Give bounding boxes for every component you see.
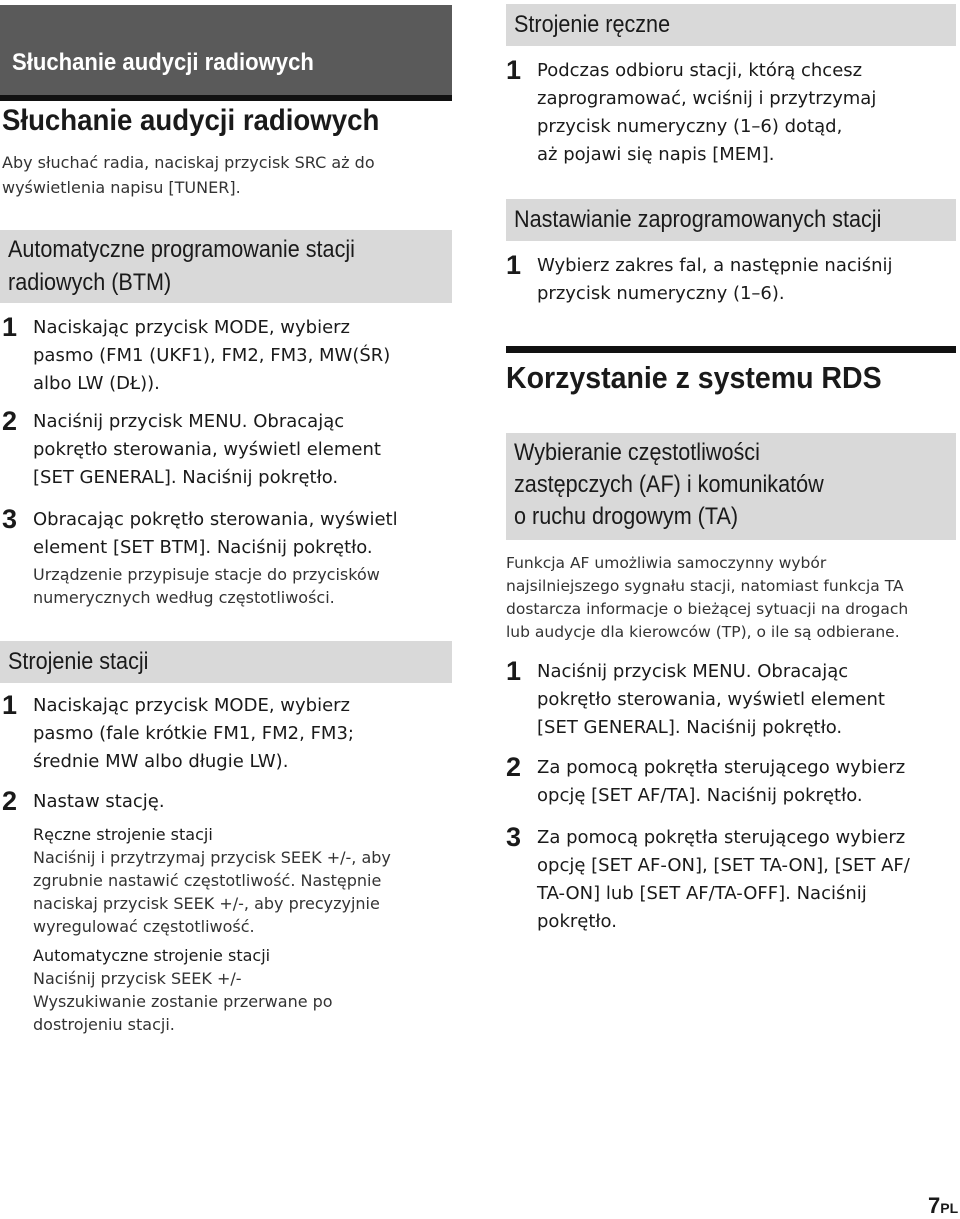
af-ta-intro	[506, 552, 956, 644]
step-number: 3	[506, 822, 522, 852]
step-number: 1	[2, 312, 18, 342]
step-text	[33, 408, 453, 492]
step-line: Nastaw stację.	[33, 791, 165, 812]
manual-line: wyregulować częstotliwość.	[33, 917, 255, 936]
step-line: [SET GENERAL]. Naciśnij pokrętło.	[537, 717, 843, 738]
step-text	[33, 314, 453, 398]
step-number: 3	[2, 504, 18, 534]
manual-tuning-text	[33, 846, 453, 938]
page-lang: PL	[940, 1200, 959, 1216]
intro-text	[2, 150, 442, 200]
tuning-section-box	[0, 641, 452, 683]
intro-line: Funkcja AF umożliwia samoczynny wybór	[506, 554, 827, 572]
manual-line: naciskaj przycisk SEEK +/-, aby precyzyjnie	[33, 894, 380, 913]
auto-line: dostrojeniu stacji.	[33, 1015, 175, 1034]
step-line: Naciskając przycisk MODE, wybierz	[33, 695, 351, 716]
step-number: 1	[506, 250, 522, 280]
note-line: Urządzenie przypisuje stacje do przycisków	[33, 565, 380, 584]
intro-line: najsilniejszego sygnału stacji, natomiast funkcja TA	[506, 577, 904, 595]
step-line: Za pomocą pokrętła sterującego wybierz	[537, 757, 906, 778]
step-line: pasmo (fale krótkie FM1, FM2, FM3;	[33, 723, 354, 744]
step-number: 1	[506, 55, 522, 85]
page-number-value: 7	[928, 1193, 941, 1218]
section-tab-header	[0, 5, 452, 95]
heading-rule	[0, 95, 452, 101]
step-number: 2	[2, 786, 18, 816]
step-line: pokrętło.	[537, 911, 617, 932]
auto-tuning-block	[33, 944, 453, 967]
btm-title-line: radiowych (BTM)	[8, 269, 172, 296]
rds-heading-rule	[506, 346, 956, 353]
step-number: 2	[2, 406, 18, 436]
manual-line: Naciśnij i przytrzymaj przycisk SEEK +/-, aby	[33, 848, 391, 867]
step-line: Naciśnij przycisk MENU. Obracając	[33, 411, 345, 432]
rds-heading: Korzystanie z systemu RDS	[506, 360, 882, 395]
step-line: Naciskając przycisk MODE, wybierz	[33, 317, 351, 338]
auto-line: Naciśnij przycisk SEEK +/-	[33, 969, 242, 988]
step-line: opcję [SET AF/TA]. Naciśnij pokrętło.	[537, 785, 863, 806]
step-text	[33, 506, 453, 562]
af-ta-title-line: o ruchu drogowym (TA)	[514, 503, 739, 530]
intro-line: Aby słuchać radia, naciskaj przycisk SRC aż do	[2, 153, 375, 172]
step-line: TA-ON] lub [SET AF/TA-OFF]. Naciśnij	[537, 883, 867, 904]
step-line: aż pojawi się napis [MEM].	[537, 144, 775, 165]
tuning-title: Strojenie stacji	[8, 648, 149, 675]
auto-line: Wyszukiwanie zostanie przerwane po	[33, 992, 333, 1011]
step-line: Wybierz zakres fal, a następnie naciśnij	[537, 255, 893, 276]
manual-store-section-box	[506, 4, 956, 46]
preset-section-box	[506, 199, 956, 241]
af-ta-section-box	[506, 433, 956, 540]
step-text	[537, 824, 957, 936]
btm-title-line: Automatyczne programowanie stacji	[8, 236, 355, 263]
step-line: Obracając pokrętło sterowania, wyświetl	[33, 509, 398, 530]
step-line: pokrętło sterowania, wyświetl element	[33, 439, 381, 460]
step-line: przycisk numeryczny (1–6).	[537, 283, 785, 304]
step-text	[537, 57, 957, 169]
af-ta-title-line: Wybieranie częstotliwości	[514, 439, 760, 466]
manual-store-title: Strojenie ręczne	[514, 11, 671, 38]
step-text	[537, 754, 957, 810]
page-number	[928, 1193, 958, 1219]
step-number: 2	[506, 752, 522, 782]
step-note	[33, 563, 453, 609]
auto-tuning-title: Automatyczne strojenie stacji	[33, 946, 271, 965]
preset-title: Nastawianie zaprogramowanych stacji	[514, 206, 882, 233]
section-tab-title: Słuchanie audycji radiowych	[12, 49, 314, 76]
step-text	[537, 658, 957, 742]
auto-tuning-text	[33, 967, 453, 1036]
step-number: 1	[2, 690, 18, 720]
page-heading: Słuchanie audycji radiowych	[2, 104, 380, 137]
step-text	[33, 788, 453, 816]
intro-line: wyświetlenia napisu [TUNER].	[2, 178, 241, 197]
note-line: numerycznych według częstotliwości.	[33, 588, 335, 607]
step-number: 1	[506, 656, 522, 686]
step-line: pasmo (FM1 (UKF1), FM2, FM3, MW(ŚR)	[33, 345, 391, 366]
step-line: Naciśnij przycisk MENU. Obracając	[537, 661, 849, 682]
step-line: opcję [SET AF-ON], [SET TA-ON], [SET AF/	[537, 855, 910, 876]
step-text	[33, 692, 453, 776]
step-line: Podczas odbioru stacji, którą chcesz	[537, 60, 863, 81]
step-line: Za pomocą pokrętła sterującego wybierz	[537, 827, 906, 848]
manual-line: zgrubnie nastawić częstotliwość. Następnie	[33, 871, 382, 890]
step-line: [SET GENERAL]. Naciśnij pokrętło.	[33, 467, 339, 488]
step-text	[537, 252, 957, 308]
step-line: pokrętło sterowania, wyświetl element	[537, 689, 885, 710]
af-ta-title-line: zastępczych (AF) i komunikatów	[514, 471, 824, 498]
step-line: średnie MW albo długie LW).	[33, 751, 289, 772]
intro-line: lub audycje dla kierowców (TP), o ile są odbierane.	[506, 623, 900, 641]
manual-tuning-block	[33, 823, 453, 846]
intro-line: dostarcza informacje o bieżącej sytuacji na drogach	[506, 600, 909, 618]
step-line: przycisk numeryczny (1–6) dotąd,	[537, 116, 843, 137]
step-line: zaprogramować, wciśnij i przytrzymaj	[537, 88, 877, 109]
step-line: element [SET BTM]. Naciśnij pokrętło.	[33, 537, 373, 558]
btm-section-box	[0, 230, 452, 303]
manual-tuning-title: Ręczne strojenie stacji	[33, 825, 213, 844]
step-line: albo LW (DŁ)).	[33, 373, 160, 394]
